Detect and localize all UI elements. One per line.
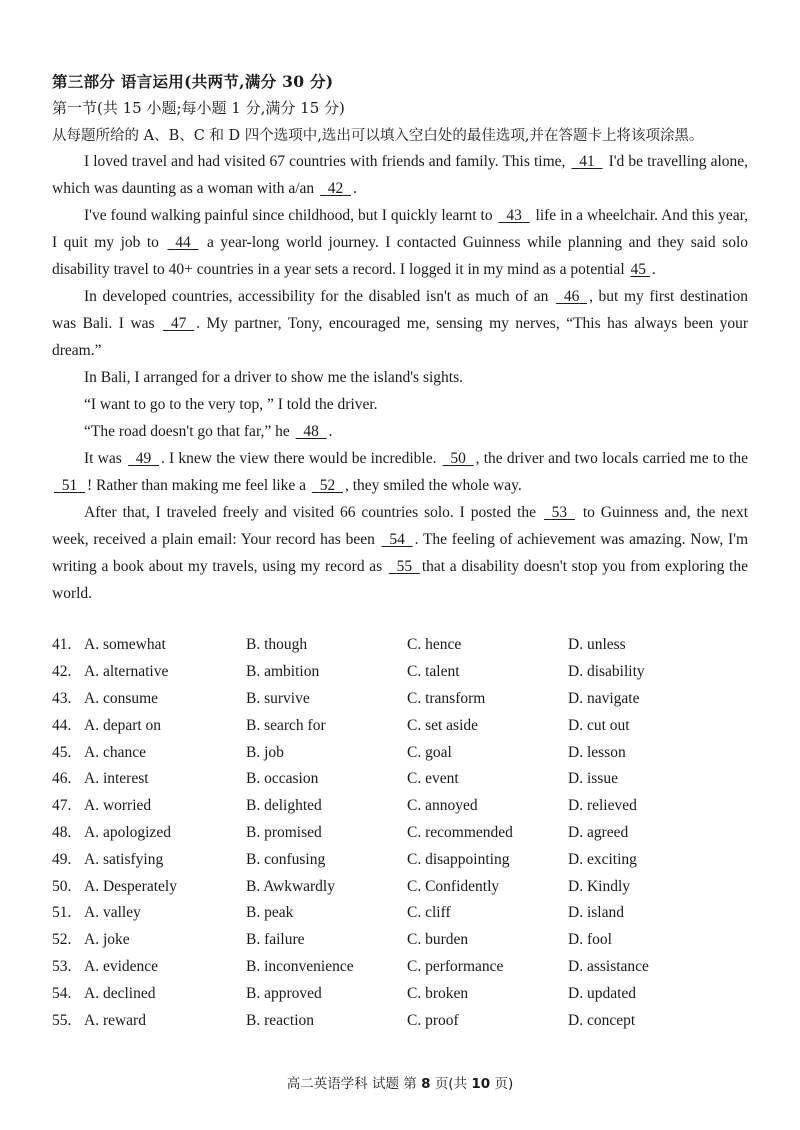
passage-text: , they smiled the whole way. xyxy=(344,477,522,494)
option-c: C. Confidently xyxy=(407,877,500,895)
question-number: 46. xyxy=(52,770,72,788)
passage-text: , the driver and two locals carried me to the xyxy=(475,450,748,467)
option-row xyxy=(52,766,752,793)
option-a: A. somewhat xyxy=(84,636,166,654)
option-d: D. unless xyxy=(568,636,626,654)
subsection-heading: 第一节(共 15 小题;每小题 1 分,满分 15 分) xyxy=(52,99,345,117)
question-number: 45. xyxy=(52,743,72,761)
option-c: C. performance xyxy=(407,957,504,975)
answer-options xyxy=(52,632,752,1034)
passage-paragraph xyxy=(52,499,748,607)
blank-53: 53 xyxy=(551,504,568,521)
passage-text: After that, I traveled freely and visited 66 countries solo. I posted the xyxy=(84,504,537,521)
option-row xyxy=(52,900,752,927)
passage-text: I loved travel and had visited 67 countries with friends and family. This time, xyxy=(84,153,566,170)
blank-44: 44 xyxy=(175,234,191,251)
option-b: B. survive xyxy=(246,689,310,707)
option-b: B. delighted xyxy=(246,797,322,815)
option-d: D. relieved xyxy=(568,797,637,815)
question-number: 47. xyxy=(52,797,72,815)
option-a: A. apologized xyxy=(84,823,171,841)
option-a: A. evidence xyxy=(84,957,159,975)
option-b: B. reaction xyxy=(246,1011,315,1029)
blank-48: 48 xyxy=(303,423,319,440)
option-row xyxy=(52,712,752,739)
question-number: 52. xyxy=(52,931,72,949)
option-a: A. depart on xyxy=(84,716,162,734)
option-d: D. agreed xyxy=(568,823,629,841)
passage-paragraph xyxy=(52,283,748,364)
option-c: C. transform xyxy=(407,689,486,707)
passage-text: “The road doesn't go that far,” he xyxy=(84,423,290,440)
section-heading: 第三部分 语言运用(共两节,满分 30 分) xyxy=(52,72,334,91)
option-d: D. Kindly xyxy=(568,877,630,895)
blank-54: 54 xyxy=(389,531,405,548)
question-number: 55. xyxy=(52,1011,72,1029)
option-d: D. lesson xyxy=(568,743,626,761)
option-row xyxy=(52,927,752,954)
option-b: B. peak xyxy=(246,904,294,922)
passage-text: that a disability doesn't stop you from exploring the world. xyxy=(52,558,748,602)
blank-41: 41 xyxy=(579,153,595,170)
option-row xyxy=(52,739,752,766)
passage-text: I'd be travelling alone, which was daunting as a woman with a/an xyxy=(52,153,749,197)
cloze-passage xyxy=(52,148,748,607)
option-a: A. interest xyxy=(84,770,149,788)
option-row xyxy=(52,632,752,659)
passage-text: In developed countries, accessibility for the disabled isn't as much of an xyxy=(84,288,549,305)
option-c: C. talent xyxy=(407,663,460,681)
option-c: C. cliff xyxy=(407,904,451,922)
option-a: A. chance xyxy=(84,743,146,761)
passage-text: . My partner, Tony, encouraged me, sensing my nerves, “This has always been your dream.” xyxy=(52,315,749,359)
passage-text: . I knew the view there would be incredible. xyxy=(160,450,437,467)
option-c: C. proof xyxy=(407,1011,459,1029)
footer-prefix: 高二英语学科 试题 第 xyxy=(286,1076,417,1092)
option-a: A. joke xyxy=(84,931,130,949)
option-b: B. approved xyxy=(246,984,322,1002)
option-d: D. island xyxy=(568,904,624,922)
blank-50: 50 xyxy=(450,450,466,467)
option-d: D. cut out xyxy=(568,716,630,734)
option-a: A. worried xyxy=(84,797,152,815)
option-row xyxy=(52,686,752,713)
question-number: 49. xyxy=(52,850,72,868)
passage-paragraph xyxy=(52,418,748,445)
option-d: D. concept xyxy=(568,1011,636,1029)
passage-text: I've found walking painful since childhood, but I quickly learnt to xyxy=(84,207,493,224)
question-number: 43. xyxy=(52,689,72,707)
option-a: A. Desperately xyxy=(84,877,177,895)
question-number: 51. xyxy=(52,904,72,922)
passage-text: , but my first destination was Bali. I was xyxy=(52,288,748,332)
blank-51: 51 xyxy=(61,477,78,494)
passage-text: . xyxy=(328,423,333,440)
question-number: 41. xyxy=(52,636,72,654)
footer-mid: 页(共 xyxy=(434,1076,468,1092)
option-row xyxy=(52,954,752,981)
option-c: C. goal xyxy=(407,743,452,761)
passage-paragraph xyxy=(52,445,748,499)
option-b: B. confusing xyxy=(246,850,326,868)
question-number: 50. xyxy=(52,877,72,895)
option-a: A. declined xyxy=(84,984,156,1002)
option-b: B. Awkwardly xyxy=(246,877,335,895)
question-number: 54. xyxy=(52,984,72,1002)
option-c: C. hence xyxy=(407,636,462,654)
page-footer xyxy=(0,1072,800,1092)
option-c: C. event xyxy=(407,770,459,788)
blank-43: 43 xyxy=(506,207,522,224)
option-a: A. valley xyxy=(84,904,141,922)
option-d: D. disability xyxy=(568,663,645,681)
option-row xyxy=(52,820,752,847)
option-b: B. though xyxy=(246,636,308,654)
option-c: C. annoyed xyxy=(407,797,478,815)
option-a: A. reward xyxy=(84,1011,146,1029)
option-row xyxy=(52,980,752,1007)
option-c: C. broken xyxy=(407,984,469,1002)
option-d: D. issue xyxy=(568,770,618,788)
passage-text: . The feeling of achievement was amazing. Now, I'm writing a book about my travels, using my record as xyxy=(52,531,749,575)
blank-42: 42 xyxy=(327,180,344,197)
option-d: D. updated xyxy=(568,984,637,1002)
option-row xyxy=(52,1007,752,1034)
blank-49: 49 xyxy=(135,450,152,467)
option-d: D. exciting xyxy=(568,850,637,868)
question-number: 44. xyxy=(52,716,72,734)
option-c: C. burden xyxy=(407,931,469,949)
option-b: B. occasion xyxy=(246,770,319,788)
option-c: C. recommended xyxy=(407,823,513,841)
blank-45: 45 xyxy=(630,261,646,278)
passage-text: to Guinness and, the next week, received a plain email: Your record has been xyxy=(52,504,748,548)
passage-text: . xyxy=(353,180,357,197)
option-a: A. satisfying xyxy=(84,850,164,868)
option-c: C. set aside xyxy=(407,716,479,734)
option-a: A. alternative xyxy=(84,663,169,681)
passage-text: It was xyxy=(84,450,122,467)
blank-47: 47 xyxy=(170,315,187,332)
page-number: 8 xyxy=(421,1076,431,1092)
option-b: B. inconvenience xyxy=(246,957,354,975)
blank-52: 52 xyxy=(319,477,336,494)
option-row xyxy=(52,846,752,873)
total-pages: 10 xyxy=(471,1076,491,1092)
option-d: D. fool xyxy=(568,931,612,949)
question-number: 53. xyxy=(52,957,72,975)
option-a: A. consume xyxy=(84,689,159,707)
instructions: 从每题所给的 A、B、C 和 D 四个选项中,选出可以填入空白处的最佳选项,并在答题卡上将该项涂黑。 xyxy=(52,128,704,144)
option-d: D. assistance xyxy=(568,957,649,975)
option-b: B. promised xyxy=(246,823,322,841)
blank-46: 46 xyxy=(563,288,580,305)
option-row xyxy=(52,793,752,820)
blank-55: 55 xyxy=(396,558,413,575)
option-b: B. ambition xyxy=(246,663,320,681)
option-row xyxy=(52,659,752,686)
passage-paragraph xyxy=(52,202,748,283)
option-c: C. disappointing xyxy=(407,850,510,868)
question-number: 48. xyxy=(52,823,72,841)
passage-text: life in a wheelchair. And this year, I quit my job to xyxy=(52,207,748,251)
passage-paragraph: In Bali, I arranged for a driver to show me the island's sights. xyxy=(84,369,464,386)
passage-paragraph xyxy=(52,148,748,202)
passage-text: a year-long world journey. I contacted Guinness while planning and they said solo disability travel to 40+ countries in a year sets a record. I logged it in my mind as a potential xyxy=(52,234,749,278)
passage-paragraph: “I want to go to the very top, ” I told the driver. xyxy=(84,396,378,413)
passage-text: . xyxy=(651,261,656,278)
option-b: B. failure xyxy=(246,931,305,949)
option-b: B. search for xyxy=(246,716,326,734)
option-row xyxy=(52,873,752,900)
option-b: B. job xyxy=(246,743,284,761)
passage-text: ! Rather than making me feel like a xyxy=(87,477,307,494)
footer-suffix: 页) xyxy=(494,1076,514,1092)
question-number: 42. xyxy=(52,663,72,681)
option-d: D. navigate xyxy=(568,689,640,707)
